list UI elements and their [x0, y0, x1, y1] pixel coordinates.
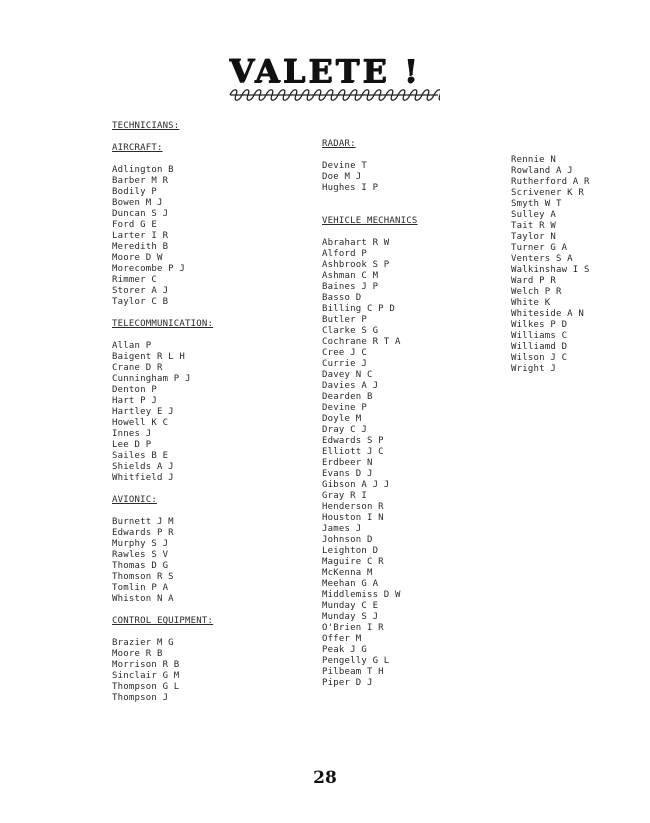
page-title: VALETE !	[229, 52, 421, 90]
name-entry: Smyth W T	[511, 199, 562, 209]
name-entry: Hart P J	[112, 396, 157, 406]
name-entry: Doyle M	[322, 414, 362, 424]
name-entry: Rawles S V	[112, 550, 169, 560]
name-entry: Offer M	[322, 634, 362, 644]
name-entry: Thompson G L	[112, 682, 180, 692]
name-entry: Doe M J	[322, 172, 362, 182]
name-entry: Burnett J M	[112, 517, 174, 527]
name-entry: Billing C P D	[322, 304, 396, 314]
name-entry: Morrison R B	[112, 660, 180, 670]
name-entry: Turner G A	[511, 243, 568, 253]
column-left	[112, 121, 213, 704]
name-entry: Moore D W	[112, 253, 163, 263]
name-entry: Adlington B	[112, 165, 174, 175]
name-entry: Ward P R	[511, 276, 556, 286]
name-entry: Scrivener K R	[511, 188, 585, 198]
telecommunication-heading: TELECOMMUNICATION:	[112, 319, 214, 329]
name-entry: Elliott J C	[322, 447, 384, 457]
name-entry: Rowland A J	[511, 166, 573, 176]
name-entry: Brazier M G	[112, 638, 174, 648]
name-entry: Tait R W	[511, 221, 556, 231]
page-number: 28	[313, 768, 337, 788]
column-middle	[322, 139, 418, 689]
name-entry: Innes J	[112, 429, 152, 439]
name-entry: Duncan S J	[112, 209, 169, 219]
name-entry: Larter I R	[112, 231, 169, 241]
name-entry: Henderson R	[322, 502, 384, 512]
name-entry: Baigent R L H	[112, 352, 186, 362]
name-entry: Lee D P	[112, 440, 152, 450]
name-entry: Hartley E J	[112, 407, 174, 417]
name-entry: Murphy S J	[112, 539, 169, 549]
name-entry: Dearden B	[322, 392, 373, 402]
name-entry: Houston I N	[322, 513, 384, 523]
aircraft-list	[112, 165, 213, 308]
name-entry: Ford G E	[112, 220, 157, 230]
name-entry: James J	[322, 524, 362, 534]
name-entry: White K	[511, 298, 551, 308]
name-entry: Denton P	[112, 385, 157, 395]
name-entry: Thomson R S	[112, 572, 174, 582]
name-entry: Shields A J	[112, 462, 174, 472]
aircraft-heading: AIRCRAFT:	[112, 143, 163, 153]
name-entry: Rennie N	[511, 155, 556, 165]
name-entry: Alford P	[322, 249, 367, 259]
name-entry: Allan P	[112, 341, 152, 351]
name-entry: Ashman C M	[322, 271, 379, 281]
name-entry: Piper D J	[322, 678, 373, 688]
name-entry: Sulley A	[511, 210, 556, 220]
name-entry: Johnson D	[322, 535, 373, 545]
name-entry: Ashbrook S P	[322, 260, 390, 270]
technicians-heading: TECHNICIANS:	[112, 121, 180, 131]
name-entry: Sailes B E	[112, 451, 169, 461]
radar-list	[322, 161, 418, 194]
name-entry: Hughes I P	[322, 183, 379, 193]
control-equipment-heading: CONTROL EQUIPMENT:	[112, 616, 214, 626]
decorative-flourish	[228, 88, 440, 102]
name-entry: Edwards P R	[112, 528, 174, 538]
name-entry: Devine P	[322, 403, 367, 413]
name-entry: Devine T	[322, 161, 367, 171]
vehicle-mechanics-continued-list	[511, 155, 590, 375]
name-entry: Abrahart R W	[322, 238, 390, 248]
name-entry: Evans D J	[322, 469, 373, 479]
name-entry: Cochrane R T A	[322, 337, 401, 347]
name-entry: Gray R I	[322, 491, 367, 501]
name-entry: Clarke S G	[322, 326, 379, 336]
name-entry: Pengelly G L	[322, 656, 390, 666]
name-entry: Welch P R	[511, 287, 562, 297]
name-entry: Bowen M J	[112, 198, 163, 208]
column-right	[511, 155, 590, 375]
name-entry: Erdbeer N	[322, 458, 373, 468]
name-entry: Rutherford A R	[511, 177, 590, 187]
name-entry: Cunningham P J	[112, 374, 191, 384]
name-entry: Edwards S P	[322, 436, 384, 446]
name-entry: O'Brien I R	[322, 623, 384, 633]
name-entry: Whitfield J	[112, 473, 174, 483]
name-entry: Wilkes P D	[511, 320, 568, 330]
name-entry: Wright J	[511, 364, 556, 374]
name-entry: Thompson J	[112, 693, 169, 703]
name-entry: Venters S A	[511, 254, 573, 264]
vehicle-mechanics-list	[322, 238, 418, 689]
name-entry: Baines J P	[322, 282, 379, 292]
name-entry: Peak J G	[322, 645, 367, 655]
avionic-list	[112, 517, 213, 605]
name-entry: Taylor N	[511, 232, 556, 242]
name-entry: Currie J	[322, 359, 367, 369]
name-entry: Davies A J	[322, 381, 379, 391]
telecommunication-list	[112, 341, 213, 484]
name-entry: Walkinshaw I S	[511, 265, 590, 275]
name-entry: Williams C	[511, 331, 568, 341]
name-entry: Davey N C	[322, 370, 373, 380]
name-entry: Basso D	[322, 293, 362, 303]
name-entry: Morecombe P J	[112, 264, 186, 274]
name-entry: Tomlin P A	[112, 583, 169, 593]
name-entry: Wilson J C	[511, 353, 568, 363]
name-entry: Moore R B	[112, 649, 163, 659]
name-entry: Gibson A J J	[322, 480, 390, 490]
name-entry: Cree J C	[322, 348, 367, 358]
name-entry: Bodily P	[112, 187, 157, 197]
name-entry: Maguire C R	[322, 557, 384, 567]
name-entry: Rimmer C	[112, 275, 157, 285]
name-entry: Sinclair G M	[112, 671, 180, 681]
control-equipment-list	[112, 638, 213, 704]
name-entry: Butler P	[322, 315, 367, 325]
name-entry: Leighton D	[322, 546, 379, 556]
name-entry: Whiteside A N	[511, 309, 585, 319]
radar-heading: RADAR:	[322, 139, 356, 149]
name-entry: Munday C E	[322, 601, 379, 611]
name-entry: Whiston N A	[112, 594, 174, 604]
name-entry: McKenna M	[322, 568, 373, 578]
avionic-heading: AVIONIC:	[112, 495, 157, 505]
name-entry: Middlemiss D W	[322, 590, 401, 600]
name-entry: Crane D R	[112, 363, 163, 373]
name-entry: Dray C J	[322, 425, 367, 435]
name-entry: Munday S J	[322, 612, 379, 622]
name-entry: Thomas D G	[112, 561, 169, 571]
vehicle-mechanics-heading: VEHICLE MECHANICS	[322, 216, 418, 226]
name-entry: Pilbeam T H	[322, 667, 384, 677]
name-entry: Barber M R	[112, 176, 169, 186]
name-entry: Meehan G A	[322, 579, 379, 589]
name-entry: Meredith B	[112, 242, 169, 252]
name-entry: Storer A J	[112, 286, 169, 296]
name-entry: Howell K C	[112, 418, 169, 428]
name-entry: Taylor C B	[112, 297, 169, 307]
name-entry: Williamd D	[511, 342, 568, 352]
